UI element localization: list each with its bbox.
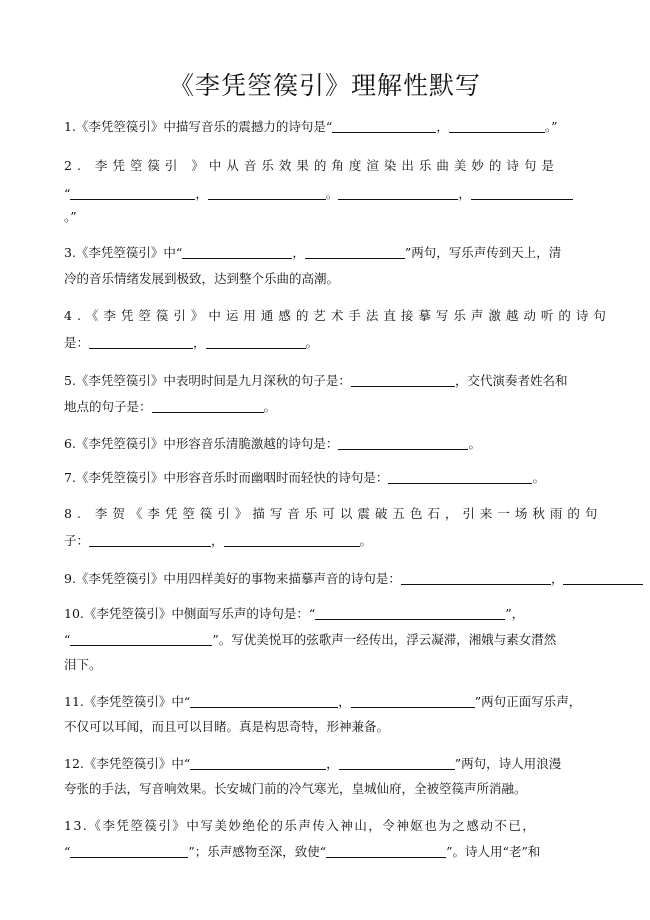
q8-sep: ，: [211, 533, 224, 548]
q4-end: 。: [305, 335, 319, 350]
q8-blank-2[interactable]: [224, 532, 360, 547]
q1-blank-1[interactable]: [332, 118, 436, 133]
q9-blank-2[interactable]: [563, 570, 643, 585]
q13-mid2: ”；乐声感物至深，致使“: [188, 844, 327, 859]
q5-end: 。: [263, 399, 277, 414]
question-6: [64, 431, 481, 457]
q2-blank-3[interactable]: [338, 185, 458, 200]
question-2-line-3: [64, 204, 77, 230]
question-1: [64, 114, 557, 140]
q3-sep: ，: [292, 245, 305, 260]
question-11-line-1: [64, 689, 581, 715]
question-9: [64, 566, 650, 592]
q8-end: 。: [359, 533, 373, 548]
q7-end: 。: [532, 470, 545, 485]
q9-start: 9.《李凭箜篌引》中用四样美好的事物来描摹声音的诗句是：: [64, 571, 401, 586]
q12-sep: ，: [326, 756, 339, 771]
question-8-line-2: [64, 528, 372, 554]
q1-sep: ，: [436, 119, 449, 134]
q11-sep: ，: [338, 694, 351, 709]
q3-start: 3.《李凭箜篌引》中“: [64, 245, 183, 260]
q10-blank-2[interactable]: [70, 631, 212, 646]
q10-open2: “: [64, 632, 71, 647]
question-10-line-1: [64, 601, 524, 627]
q3-mid: ”两句，写乐声传到天上，清: [404, 245, 562, 260]
q2-blank-4[interactable]: [471, 185, 573, 200]
q2-sep3: ，: [458, 186, 471, 201]
q2-blank-1[interactable]: [70, 185, 195, 200]
q12-start: 12.《李凭箜篌引》中“: [64, 756, 191, 771]
question-8-line-1: [64, 501, 602, 527]
q10-start: 10.《李凭箜篌引》中侧面写乐声的诗句是：“: [64, 606, 316, 621]
q1-end: 。”: [544, 119, 558, 134]
q5-blank-2[interactable]: [152, 398, 264, 413]
q4-sep: ，: [193, 335, 206, 350]
q13-blank-2[interactable]: [326, 843, 446, 858]
question-5-line-1: [64, 368, 567, 394]
q6-end: 。: [468, 436, 481, 451]
page-title: 《李凭箜篌引》理解性默写: [168, 71, 481, 100]
q2-blank-2[interactable]: [208, 185, 326, 200]
q12-line2: 夸张的手法，写音响效果。长安城门前的冷气寒光，皇城仙府，全被箜篌声所消融。: [64, 781, 527, 796]
q3-line2: 冷的音乐情绪发展到极致，达到整个乐曲的高潮。: [64, 271, 340, 286]
q11-line2: 不仅可以耳闻，而且可以目睹。真是构思奇特，形神兼备。: [64, 719, 390, 734]
question-13-line-2: [64, 839, 540, 865]
q11-start: 11.《李凭箜篌引》中“: [64, 694, 191, 709]
question-12-line-2: [64, 776, 527, 802]
q13-blank-1[interactable]: [70, 843, 188, 858]
q12-blank-2[interactable]: [339, 755, 455, 770]
q1-blank-2[interactable]: [449, 118, 545, 133]
q2-open: “: [64, 186, 71, 201]
q10-end1: ”，: [505, 606, 525, 621]
question-4-line-2: [64, 330, 318, 356]
q8-line1: 8. 李贺《李凭箜篌引》描写音乐可以震破五色石，引来一场秋雨的句: [64, 506, 603, 521]
q5-start2: 地点的句子是：: [64, 399, 152, 414]
question-4-line-1: [64, 303, 611, 329]
q5-start: 5.《李凭箜篌引》中表明时间是九月深秋的句子是：: [64, 373, 351, 388]
question-5-line-2: [64, 394, 276, 420]
q10-mid2: ”。写优美悦耳的弦歌声一经传出，浮云凝滞，湘娥与素女潸然: [212, 632, 557, 647]
question-10-line-3: [64, 652, 102, 678]
q11-blank-1[interactable]: [190, 693, 338, 708]
question-10-line-2: [64, 627, 556, 653]
question-3-line-2: [64, 266, 339, 292]
q4-start2: 是：: [64, 335, 90, 350]
q2-line1: 2. 李凭箜篌引 》中从音乐效果的角度渲染出乐曲美妙的诗句是: [64, 158, 559, 173]
q9-blank-1[interactable]: [401, 570, 551, 585]
q1-text: 1.《李凭箜篌引》中描写音乐的震撼力的诗句是“: [64, 119, 333, 134]
q2-sep1: ，: [195, 186, 208, 201]
q3-blank-2[interactable]: [305, 244, 405, 259]
q12-blank-1[interactable]: [190, 755, 326, 770]
q10-blank-1[interactable]: [315, 605, 505, 620]
question-13-line-1: [64, 813, 536, 839]
question-12-line-1: [64, 751, 561, 777]
q5-mid: ，交代演奏者姓名和: [454, 373, 568, 388]
q7-start: 7.《李凭箜篌引》中形容音乐时而幽咽时而轻快的诗句是：: [64, 470, 389, 485]
q9-sep: ，: [550, 571, 564, 586]
question-3-line-1: [64, 240, 561, 266]
q4-blank-1[interactable]: [89, 334, 193, 349]
q12-mid: ”两句，诗人用浪漫: [454, 756, 562, 771]
q8-blank-1[interactable]: [89, 532, 211, 547]
q4-blank-2[interactable]: [206, 334, 306, 349]
question-2-line-2: [64, 181, 573, 207]
q8-start2: 子：: [64, 533, 90, 548]
q4-line1: 4.《李凭箜篌引》中运用通感的艺术手法直接摹写乐声激越动听的诗句: [64, 308, 611, 323]
q10-line3: 泪下。: [64, 657, 102, 672]
question-11-line-2: [64, 714, 389, 740]
question-7: [64, 465, 545, 491]
q11-blank-2[interactable]: [351, 693, 475, 708]
q2-sep2: 。: [325, 186, 339, 201]
q11-mid: ”两句正面写乐声，: [474, 694, 582, 709]
q5-blank-1[interactable]: [351, 372, 455, 387]
q2-end: 。”: [64, 209, 77, 224]
q6-start: 6.《李凭箜篌引》中形容音乐清脆激越的诗句是：: [64, 436, 339, 451]
q13-open2: “: [64, 844, 71, 859]
question-2-line-1: [64, 153, 559, 179]
q3-blank-1[interactable]: [182, 244, 292, 259]
q13-end2: ”。诗人用“老”和: [446, 844, 541, 859]
q7-blank-1[interactable]: [388, 469, 532, 484]
q6-blank-1[interactable]: [338, 435, 468, 450]
q13-line1: 13.《李凭箜篌引》中写美妙绝伦的乐声传入神山，令神妪也为之感动不已，: [64, 818, 537, 833]
